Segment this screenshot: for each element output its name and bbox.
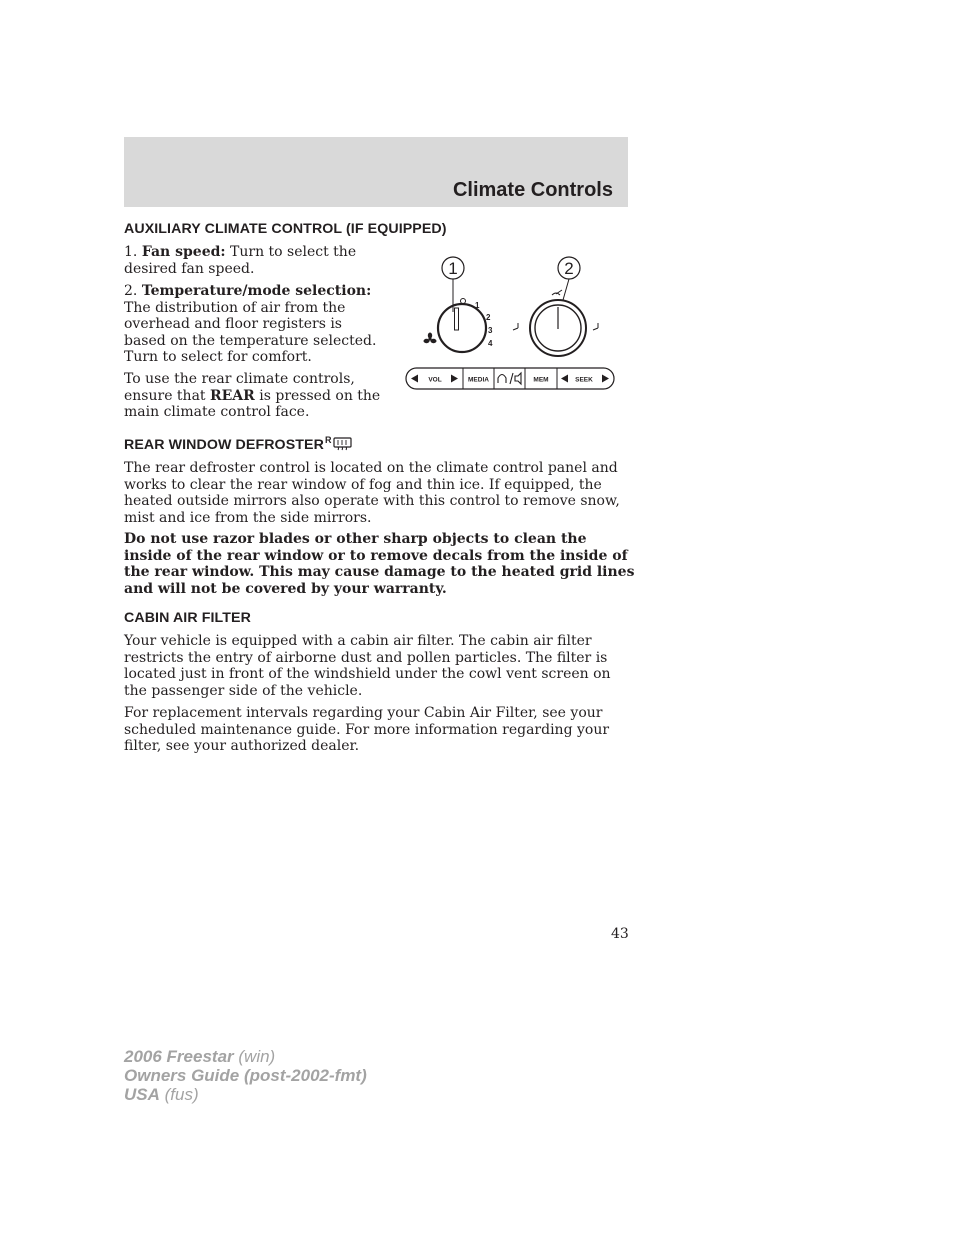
vol-down-arrow-icon bbox=[411, 375, 418, 383]
cabin-filter-para-2: For replacement intervals regarding your Cabin Air Filter, see your scheduled maintenance guide. For more information regarding your filter, see your authorized dealer. bbox=[124, 705, 610, 754]
cabin-filter-heading: CABIN AIR FILTER bbox=[124, 610, 251, 626]
rear-defroster-body: The rear defroster control is located on the climate control panel and works to clear the rear window of fog and thin ice. If equipped, the heated outside mirrors also operate with this control to remove snow, mist and ice from the side mirrors. bbox=[124, 460, 620, 526]
fan-level-3: 3 bbox=[488, 326, 493, 335]
mem-label: MEM bbox=[533, 376, 549, 384]
rear-control-note: To use the rear climate controls, ensure that REAR is pressed on the main climate control face. bbox=[124, 371, 381, 420]
auxiliary-heading: AUXILIARY CLIMATE CONTROL (IF EQUIPPED) bbox=[124, 221, 447, 237]
fan-level-4: 4 bbox=[488, 339, 493, 348]
page-number: 43 bbox=[611, 926, 629, 942]
fan-level-1: 1 bbox=[475, 301, 480, 310]
callout-1-label: 1 bbox=[448, 259, 458, 278]
header-band bbox=[124, 137, 628, 207]
document-footer: 2006 Freestar (win) Owners Guide (post-2002-fmt) USA (fus) bbox=[124, 1047, 367, 1104]
vol-up-arrow-icon bbox=[451, 375, 458, 383]
phone-mute-icon bbox=[498, 373, 521, 384]
rear-defroster-warning: Do not use razor blades or other sharp objects to clean the inside of the rear window or to remove decals from the inside of the rear window. This may cause damage to the heated grid lines and will not be covered by your warranty. bbox=[124, 531, 635, 597]
seek-up-arrow-icon bbox=[602, 375, 609, 383]
callout-2-label: 2 bbox=[564, 259, 574, 278]
fan-speed-knob bbox=[438, 304, 486, 352]
rear-defroster-heading: REAR WINDOW $DEFROSTER^R$ bbox=[124, 435, 353, 453]
auxiliary-climate-control-illustration bbox=[400, 250, 622, 398]
fan-speed-item: 1. Fan speed: Turn to select the desired fan speed. bbox=[124, 244, 357, 277]
seek-down-arrow-icon bbox=[561, 375, 568, 383]
media-label: MEDIA bbox=[468, 376, 489, 384]
page-title: Climate Controls bbox=[452, 179, 613, 201]
fan-level-2: 2 bbox=[486, 313, 491, 322]
rear-defrost-icon bbox=[333, 437, 353, 452]
vol-label: VOL bbox=[428, 376, 442, 384]
temperature-mode-item: 2. Temperature/mode selection: The distribution of air from the overhead and floor registers is based on the temperature selected. Turn to select for comfort. bbox=[124, 283, 377, 365]
fan-icon bbox=[424, 333, 437, 344]
cabin-filter-para-1: Your vehicle is equipped with a cabin air filter. The cabin air filter restricts the entry of airborne dust and pollen particles. The filter is located just in front of the windshield under the cowl vent screen on the passenger side of the vehicle. bbox=[124, 633, 611, 699]
seek-label: SEEK bbox=[575, 376, 593, 384]
